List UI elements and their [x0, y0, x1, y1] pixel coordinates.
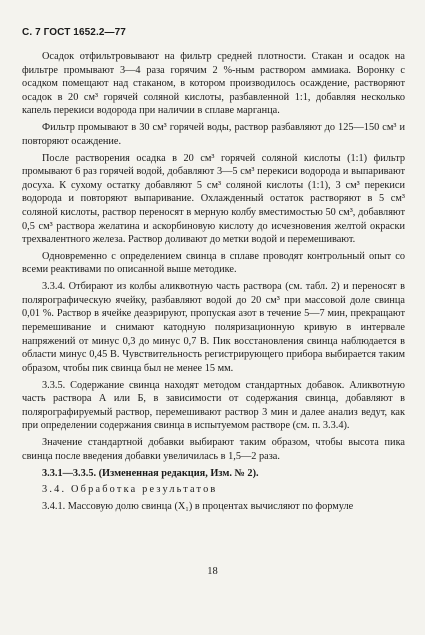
- formula-intro: 3.4.1. Массовую долю свинца (X₁) в процентах вычисляют по формуле: [42, 501, 354, 513]
- paragraph: 3.3.4. Отбирают из колбы аликвотную часть раствора (см. табл. 2) и переносят в полярографическую ячейку, разбавляют водой до 20 см³ при массовой доле свинца 0,01 %. Раствор в ячейке деаэрируют, пропуская азот в течение 5—7 мин, прекращают перемешивание и снимают катодную поляризационную кривую в интервале напряжений от минус 0,3 до минус 0,7 В. Пик восстановления свинца наблюдается в области минус 0,45 В. Чувствительность регистрирующего прибора выбирается таким образом, чтобы пик свинца был не менее 15 мм.: [22, 281, 405, 374]
- paragraph: Осадок отфильтровывают на фильтр средней плотности. Стакан и осадок на фильтре промывают 3—4 раза горячим 2 %-ным раствором аммиака. Воронку с осадком помещают над стаканом, в котором производилось осаждение, растворяют осадок в 20 см³ горячей соляной кислоты, разбавленной 1:1, добавляя несколько капель перекиси водорода при наличии в сплаве марганца.: [22, 51, 405, 117]
- section-heading: 3.4. Обработка результатов: [42, 484, 218, 496]
- paragraph: Одновременно с определением свинца в сплаве проводят контрольный опыт со всеми реактивами по описанной выше методике.: [22, 250, 405, 276]
- page-header: С. 7 ГОСТ 1652.2—77: [22, 27, 126, 38]
- paragraph: 3.3.5. Содержание свинца находят методом стандартных добавок. Аликвотную часть раствора А или Б, в зависимости от содержания свинца, добавляют в полярографируемый раствор, перемешивают раствор 3 мин и далее анализ ведут, как при определении содержания свинца в испытуемом растворе (см. п. 3.3.4).: [22, 379, 405, 432]
- document-body: [22, 50, 405, 514]
- paragraph: Фильтр промывают в 30 см³ горячей воды, раствор разбавляют до 125—150 см³ и повторяют осаждение.: [22, 122, 405, 147]
- paragraph: После растворения осадка в 20 см³ горячей соляной кислоты (1:1) фильтр промывают 6 раз горячей водой, добавляют 3—5 см³ перекиси водорода и выпаривают досуха. К сухому остатку добавляют 5 см³ соляной кислоты (1:1), 3 см³ перекиси водорода и повторяют выпаривание. Охлажденный остаток растворяют в 5 см³ соляной кислоты, раствор переносят в мерную колбу вместимостью 50 см³, добавляют 0,5 см³ раствора желатина и аскорбиновую кислоту до исчезновения желтой окраски трехвалентного железа. Раствор доливают до метки водой и перемешивают.: [22, 152, 405, 246]
- paragraph: Значение стандартной добавки выбирают таким образом, чтобы высота пика свинца после введения добавки увеличилась в 1,5—2 раза.: [22, 437, 405, 462]
- amendment-note: 3.3.1—3.3.5. (Измененная редакция, Изм. № 2).: [42, 467, 259, 479]
- page-number: 18: [207, 566, 218, 577]
